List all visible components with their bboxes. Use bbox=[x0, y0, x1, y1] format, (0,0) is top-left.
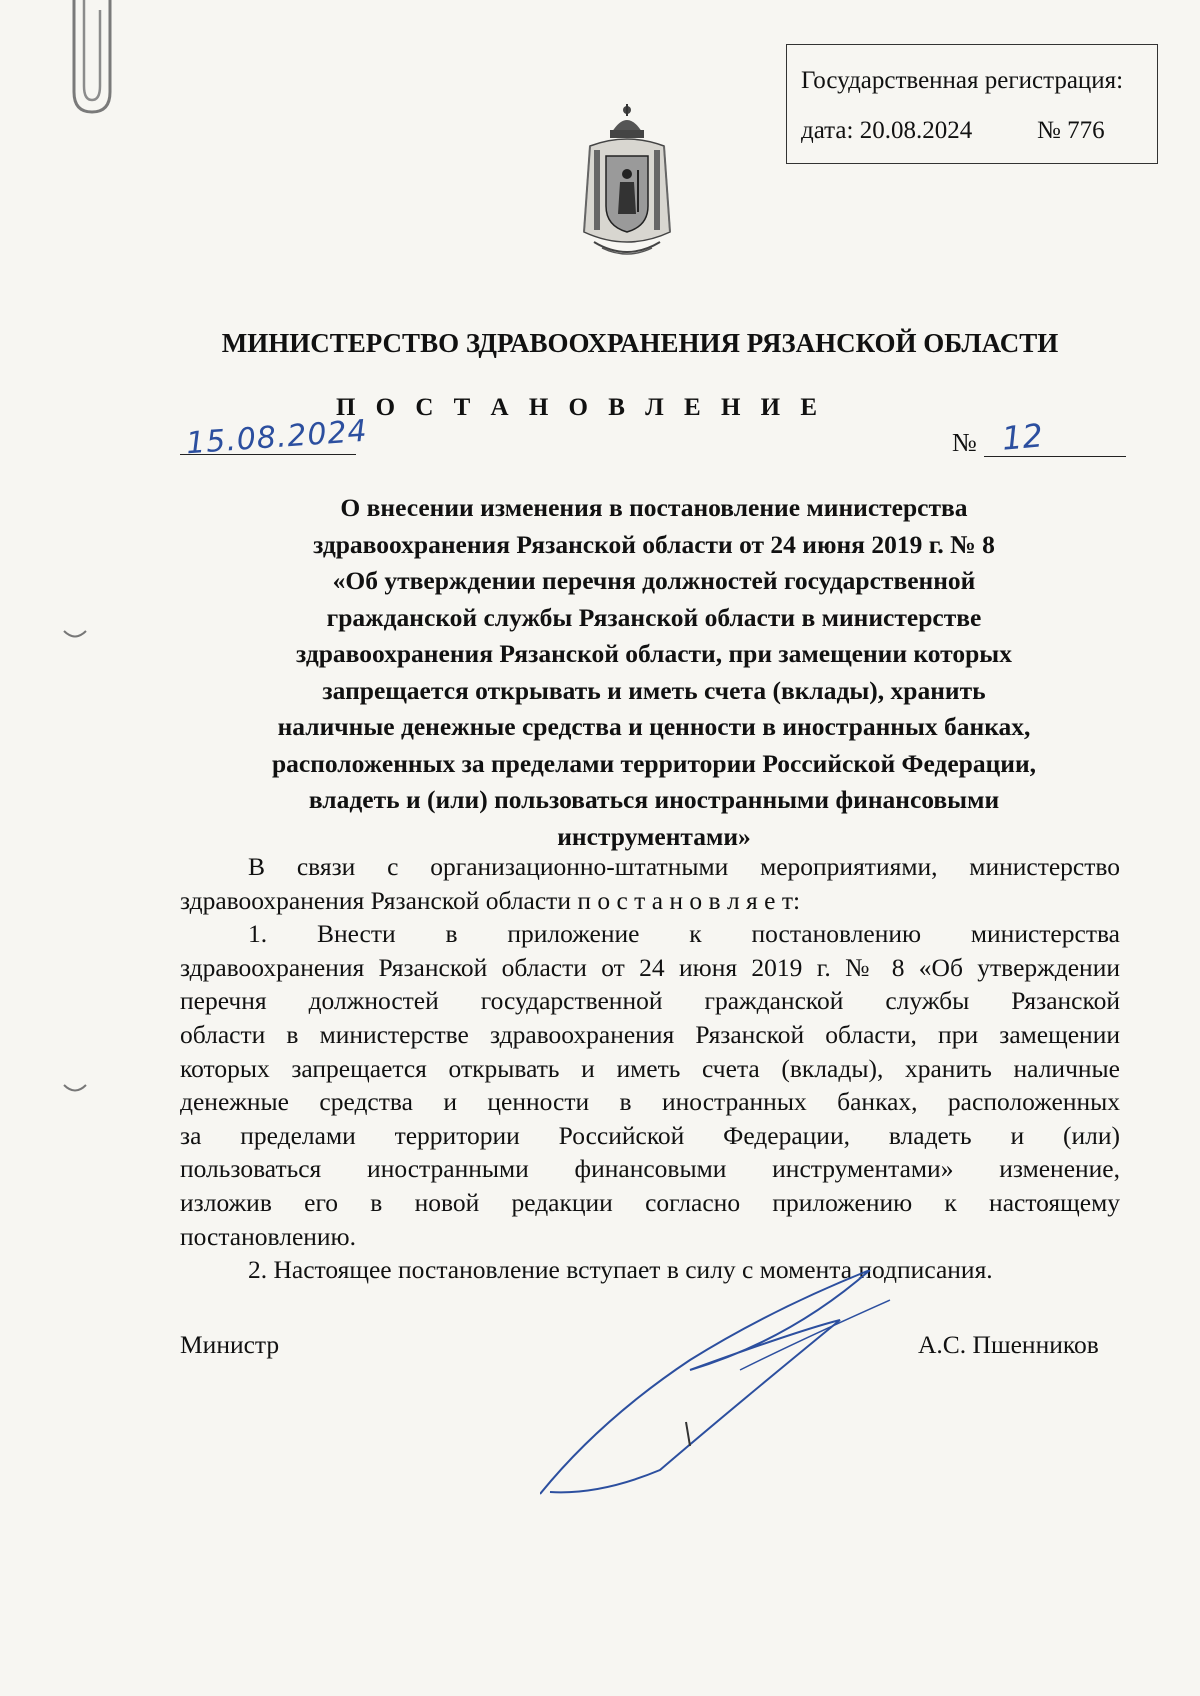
body-line: области в министерстве здравоохранения Рязанской области, при замещении bbox=[180, 1019, 1120, 1049]
body-line: которых запрещается открывать и иметь счета (вклады), хранить наличные bbox=[180, 1053, 1120, 1083]
title-line: инструментами» bbox=[557, 821, 751, 851]
body-line: здравоохранения Рязанской области п о с т а н о в л я е т: bbox=[180, 885, 801, 915]
body-line: денежные средства и ценности в иностранных банках, расположенных bbox=[180, 1087, 1120, 1117]
title-line: расположенных за пределами территории Российской Федерации, bbox=[271, 748, 1037, 778]
document-title bbox=[180, 490, 1128, 855]
document-type: П О С Т А Н О В Л Е Н И Е bbox=[335, 394, 825, 421]
title-line: гражданской службы Рязанской области в министерстве bbox=[326, 602, 982, 632]
date-underline bbox=[180, 454, 356, 455]
signer-name: А.С. Пшенников bbox=[918, 1330, 1099, 1359]
punch-hole-mark bbox=[62, 1082, 88, 1096]
body-line: изложив его в новой редакции согласно приложению к настоящему bbox=[180, 1187, 1120, 1217]
title-line: здравоохранения Рязанской области от 24 июня 2019 г. № 8 bbox=[313, 529, 995, 559]
title-line: наличные денежные средства и ценности в иностранных банках, bbox=[277, 712, 1031, 741]
ministry-name: МИНИСТЕРСТВО ЗДРАВООХРАНЕНИЯ РЯЗАНСКОЙ ОБЛАСТИ bbox=[221, 328, 1059, 358]
handwritten-number: 12 bbox=[1000, 416, 1045, 458]
title-line: здравоохранения Рязанской области, при замещении которых bbox=[296, 639, 1012, 668]
body-line: 1. Внести в приложение к постановлению министерства bbox=[248, 919, 1120, 949]
coat-of-arms-icon bbox=[580, 102, 674, 264]
title-line: владеть и (или) пользоваться иностранными финансовыми bbox=[308, 785, 1000, 814]
body-line: пользоваться иностранными финансовыми инструментами» изменение, bbox=[180, 1154, 1120, 1184]
body-line: перечня должностей государственной гражданской службы Рязанской bbox=[180, 986, 1120, 1016]
title-line: запрещается открывать и иметь счета (вклады), хранить bbox=[322, 675, 986, 705]
body-line: постановлению. bbox=[180, 1221, 356, 1251]
body-line: 2. Настоящее постановление вступает в силу с момента подписания. bbox=[248, 1255, 993, 1285]
registration-stamp-box bbox=[786, 44, 1158, 164]
title-line: «Об утверждении перечня должностей государственной bbox=[332, 566, 976, 595]
body-line: В связи с организационно-штатными мероприятиями, министерство bbox=[248, 852, 1120, 881]
body-line: здравоохранения Рязанской области от 24 июня 2019 г. № 8 «Об утверждении bbox=[180, 952, 1120, 982]
number-underline bbox=[984, 456, 1126, 457]
punch-hole-mark bbox=[62, 628, 88, 642]
signer-position: Министр bbox=[180, 1330, 280, 1359]
registration-date: дата: 20.08.2024 bbox=[801, 117, 973, 144]
registration-heading: Государственная регистрация: bbox=[801, 67, 1124, 94]
registration-number: № 776 bbox=[1037, 117, 1105, 144]
title-line: О внесении изменения в постановление министерства bbox=[340, 493, 968, 522]
handwritten-date: 15.08.2024 bbox=[185, 413, 369, 462]
body-line: за пределами территории Российской Федерации, владеть и (или) bbox=[180, 1120, 1120, 1150]
document-number-label: № bbox=[952, 428, 977, 457]
document-body bbox=[180, 850, 1120, 1287]
paperclip-icon bbox=[58, 0, 118, 120]
signature-scribble bbox=[540, 1270, 1000, 1500]
